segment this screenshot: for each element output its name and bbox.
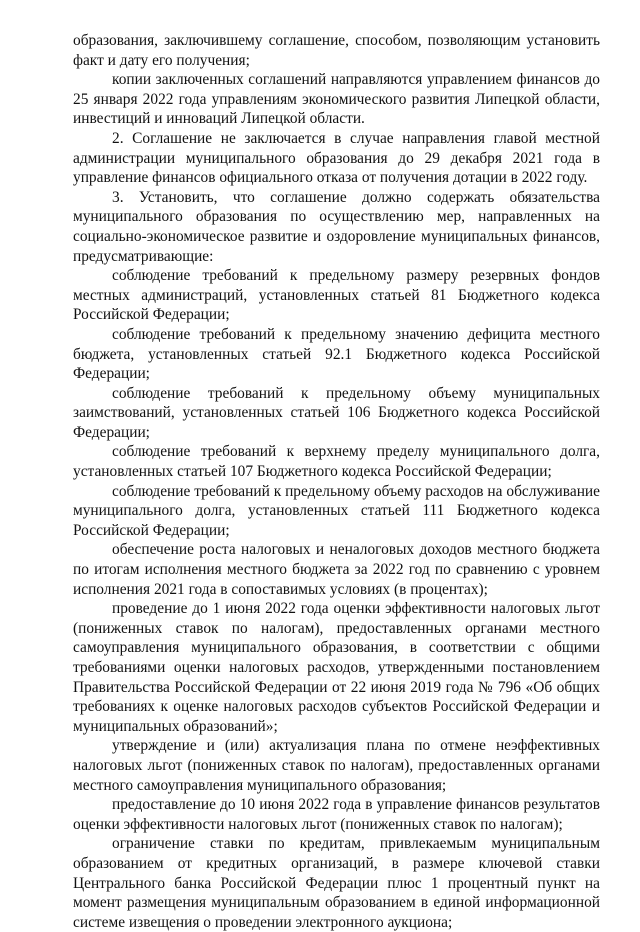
paragraph-borrowings: соблюдение требований к предельному объему муниципальных заимствований, установленных статьей 106 Бюджетного кодекса Российской Федерации;: [73, 384, 600, 441]
paragraph-results-submission: предоставление до 10 июня 2022 года в управление финансов результатов оценки эффективности налоговых льгот (пониженных ставок по налогам);: [73, 796, 600, 833]
paragraph-revenue-growth: обеспечение роста налоговых и неналоговых доходов местного бюджета по итогам исполнения местного бюджета за 2022 год по сравнению с уровнем исполнения 2021 года в сопоставимых условиях (в процентах);: [73, 541, 600, 598]
paragraph-deficit: соблюдение требований к предельному значению дефицита местного бюджета, установленных статьей 92.1 Бюджетного кодекса Российской Федерации;: [73, 325, 600, 383]
paragraph-credit-rate-limit: ограничение ставки по кредитам, привлекаемым муниципальным образованием от кредитных организаций, в размере ключевой ставки Центрального банка Российской Федерации плюс 1 процентный пункт на момент размещения муниципальным образованием в единой информационной системе извещения о проведении электронного аукциона;: [73, 835, 600, 931]
paragraph-debt-service: соблюдение требований к предельному объему расходов на обслуживание муниципального долга, установленных статьей 111 Бюджетного кодекса Российской Федерации;: [73, 482, 600, 539]
paragraph-tax-benefits-assessment: проведение до 1 июня 2022 года оценки эффективности налоговых льгот (пониженных ставок по налогам), предоставленных органами местного самоуправления муниципального образования, в соответствии с общими требованиями оценки налоговых расходов, утвержденными постановлением Правительства Российской Федерации от 22 июня 2019 года № 796 «Об общих требованиях к оценке налоговых расходов субъектов Российской Федерации и муниципальных образований»;: [73, 600, 600, 735]
paragraph-copies-of-agreements: копии заключенных соглашений направляются управлением финансов до 25 января 2022 года управлениям экономического развития Липецкой области, инвестиций и инноваций Липецкой области.: [73, 71, 600, 128]
paragraph-point-2: 2. Соглашение не заключается в случае направления главой местной администрации муниципального образования до 29 декабря 2021 года в управление финансов официального отказа от получения дотации в 2022 году.: [73, 129, 600, 187]
paragraph-continuation: образования, заключившему соглашение, способом, позволяющим установить факт и дату его получения;: [73, 32, 600, 69]
paragraph-debt-limit: соблюдение требований к верхнему пределу муниципального долга, установленных статьей 107 Бюджетного кодекса Российской Федерации;: [73, 443, 600, 481]
paragraph-point-3: 3. Установить, что соглашение должно содержать обязательства муниципального образования по осуществлению мер, направленных на социально-экономическое развитие и оздоровление муниципальных финансов, предусматривающие:: [73, 188, 600, 265]
paragraph-plan-approval: утверждение и (или) актуализация плана по отмене неэффективных налоговых льгот (пониженных ставок по налогам), предоставленных органами местного самоуправления муниципального образования;: [73, 737, 600, 794]
paragraph-reserve-funds: соблюдение требований к предельному размеру резервных фондов местных администраций, установленных статьей 81 Бюджетного кодекса Российской Федерации;: [73, 267, 600, 324]
document-page: [73, 31, 600, 932]
